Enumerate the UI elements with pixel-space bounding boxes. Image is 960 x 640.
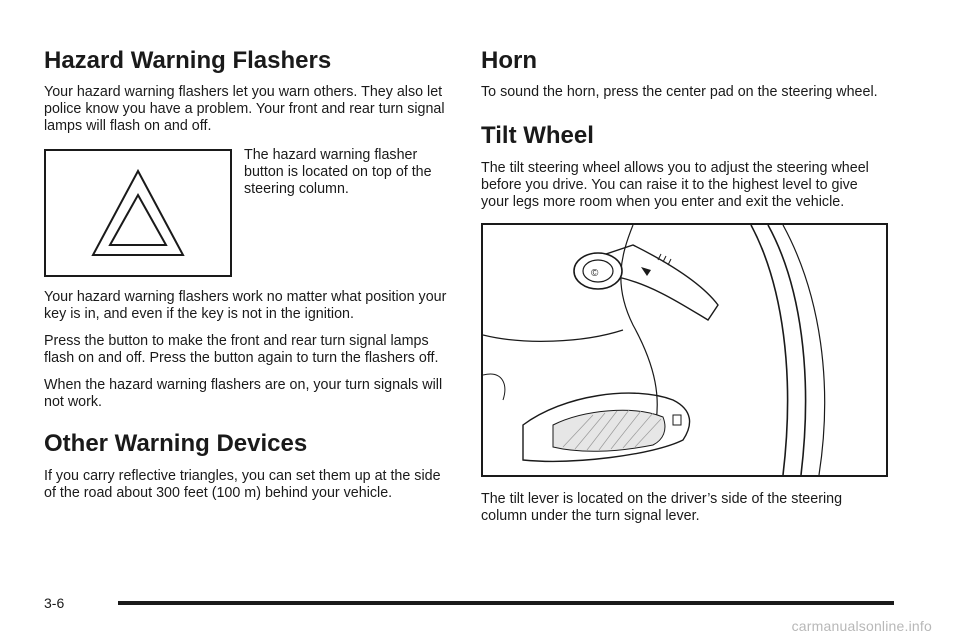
page-footer xyxy=(44,595,894,611)
hazard-p3: Press the button to make the front and rear turn signal lamps flash on and off. Press the button again to turn the flashers off. xyxy=(44,333,439,367)
tilt-p1: The tilt steering wheel allows you to adjust the steering wheel before you drive. You can raise it to the highest level to give your legs more room when you enter and exit the vehicle. xyxy=(481,159,869,210)
hazard-p4: When the hazard warning flashers are on, your turn signals will not work. xyxy=(44,377,443,411)
other-warning-p1: If you carry reflective triangles, you can set them up at the side of the road about 300 feet (100 m) behind your vehicle. xyxy=(44,467,441,501)
left-column xyxy=(44,40,449,512)
steering-column-illustration xyxy=(481,223,888,477)
hazard-intro: Your hazard warning flashers let you warn others. They also let police know you have a problem. Your front and rear turn signal lamps will flash on and off. xyxy=(44,84,445,135)
hazard-caption: The hazard warning flasher button is located on top of the steering column. xyxy=(244,147,432,198)
tilt-heading: Tilt Wheel xyxy=(481,122,594,150)
site-watermark: carmanualsonline.info xyxy=(791,618,932,634)
svg-text:©: © xyxy=(591,267,599,279)
horn-heading: Horn xyxy=(481,47,537,74)
tilt-p2: The tilt lever is located on the driver’s side of the steering column under the turn signal lever. xyxy=(481,490,843,524)
footer-rule xyxy=(118,601,894,605)
right-column xyxy=(481,40,889,535)
hazard-heading: Hazard Warning Flashers xyxy=(44,47,332,74)
hazard-p2: Your hazard warning flashers work no matter what position your key is in, and even if the key is not in the ignition. xyxy=(44,289,447,323)
page-number: 3-6 xyxy=(44,595,65,611)
hazard-figure-row xyxy=(44,149,449,277)
hazard-triangle-icon xyxy=(44,149,232,277)
horn-p1: To sound the horn, press the center pad on the steering wheel. xyxy=(481,84,878,101)
other-warning-heading: Other Warning Devices xyxy=(44,430,308,458)
